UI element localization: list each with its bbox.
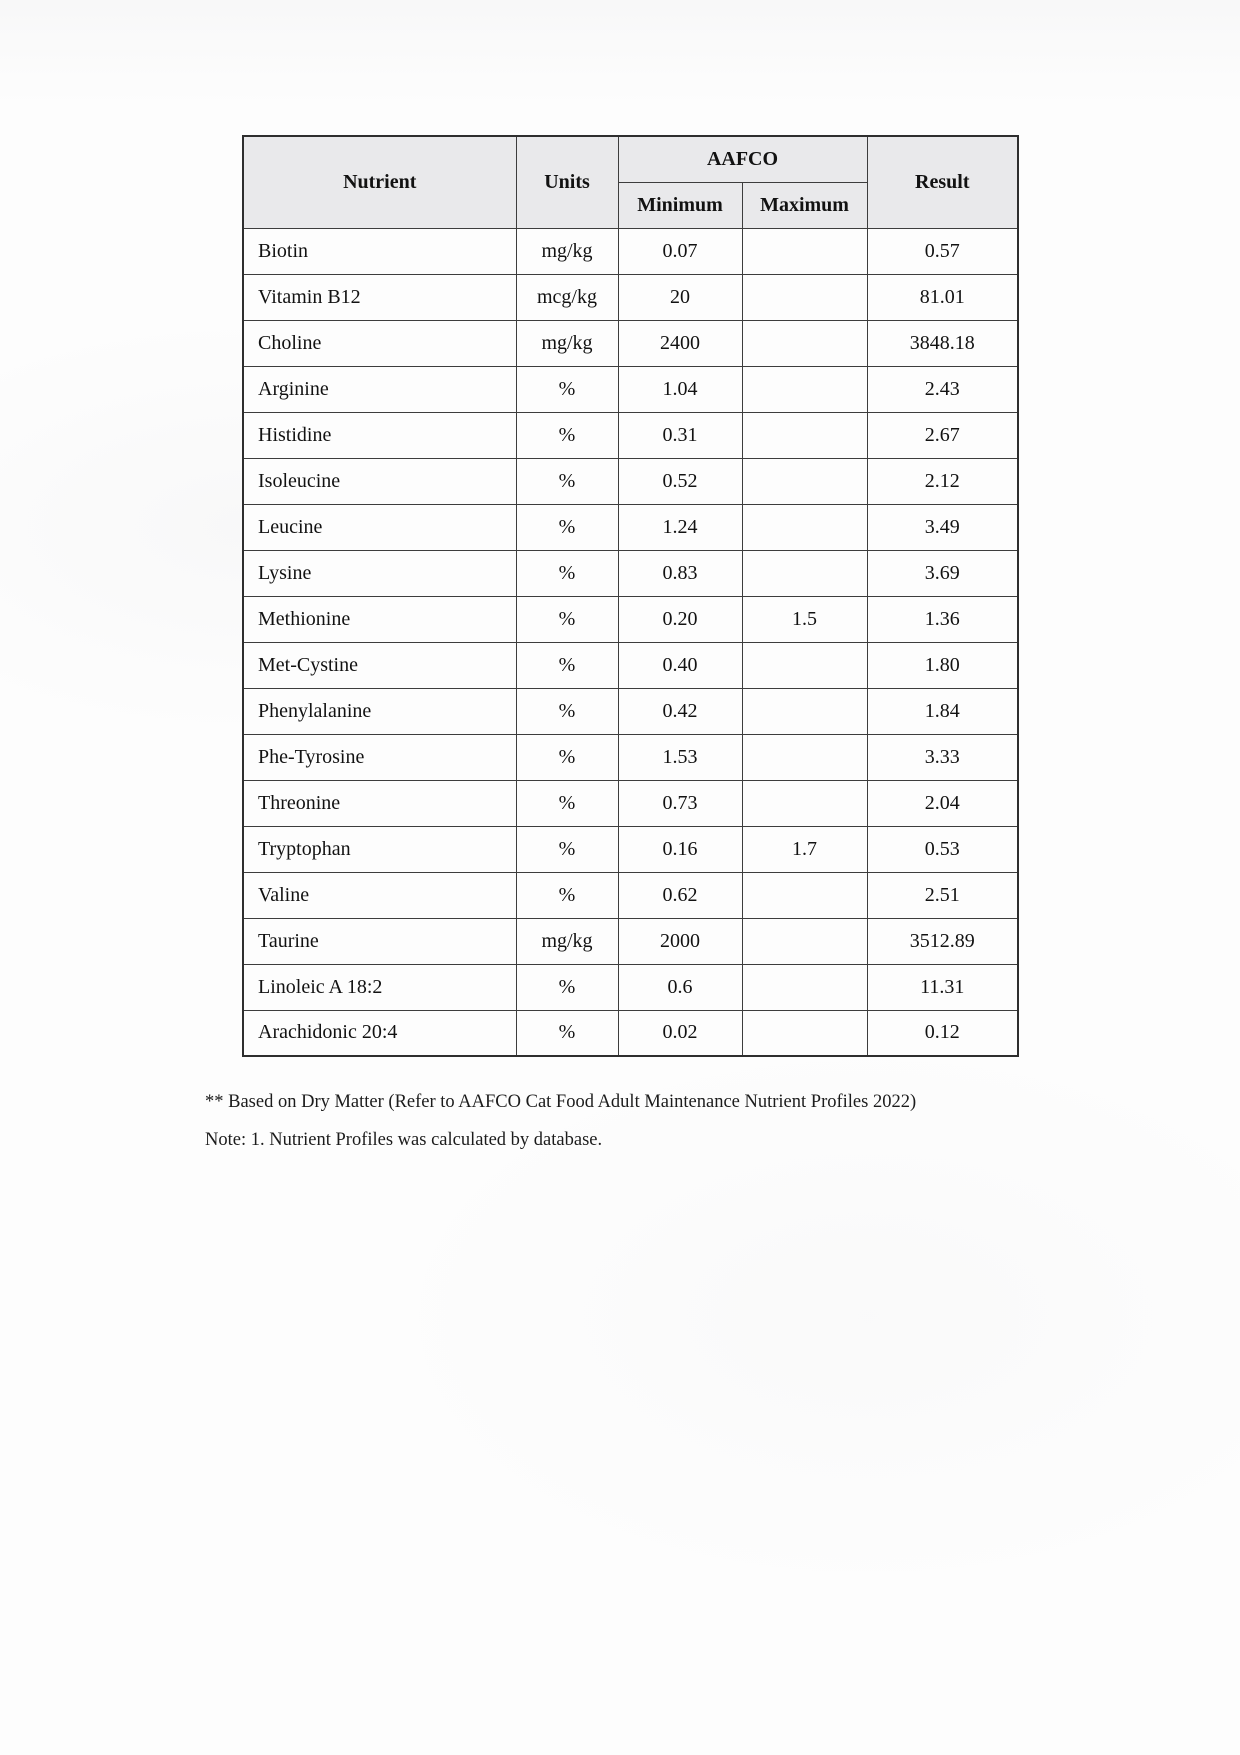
table-row [243, 458, 1018, 504]
units-cell: % [516, 872, 618, 918]
header-units: Units [516, 136, 618, 228]
units-cell: mcg/kg [516, 274, 618, 320]
units-cell: % [516, 1010, 618, 1056]
nutrient-cell: Leucine [243, 504, 516, 550]
maximum-cell: 1.5 [742, 596, 867, 642]
footnote-note: Note: 1. Nutrient Profiles was calculated by database. [205, 1130, 603, 1150]
result-cell: 2.51 [867, 872, 1018, 918]
units-cell: % [516, 688, 618, 734]
maximum-cell [742, 872, 867, 918]
maximum-cell [742, 228, 867, 274]
table-row [243, 918, 1018, 964]
table-row [243, 688, 1018, 734]
nutrient-cell: Choline [243, 320, 516, 366]
footnote-dry-matter: ** Based on Dry Matter (Refer to AAFCO Cat Food Adult Maintenance Nutrient Profiles 2022) [205, 1092, 917, 1112]
nutrient-cell: Isoleucine [243, 458, 516, 504]
minimum-cell: 0.16 [618, 826, 742, 872]
minimum-cell: 0.6 [618, 964, 742, 1010]
maximum-cell [742, 550, 867, 596]
units-cell: % [516, 366, 618, 412]
nutrient-cell: Met-Cystine [243, 642, 516, 688]
table-row [243, 826, 1018, 872]
result-cell: 3.33 [867, 734, 1018, 780]
nutrient-cell: Vitamin B12 [243, 274, 516, 320]
table-row [243, 320, 1018, 366]
result-cell: 3512.89 [867, 918, 1018, 964]
minimum-cell: 1.24 [618, 504, 742, 550]
units-cell: % [516, 504, 618, 550]
minimum-cell: 0.62 [618, 872, 742, 918]
table-row [243, 780, 1018, 826]
nutrient-cell: Arachidonic 20:4 [243, 1010, 516, 1056]
result-cell: 2.04 [867, 780, 1018, 826]
minimum-cell: 1.04 [618, 366, 742, 412]
maximum-cell [742, 504, 867, 550]
minimum-cell: 0.52 [618, 458, 742, 504]
header-aafco: AAFCO [618, 136, 867, 182]
result-cell: 1.80 [867, 642, 1018, 688]
maximum-cell [742, 734, 867, 780]
table-row [243, 550, 1018, 596]
result-cell: 1.36 [867, 596, 1018, 642]
maximum-cell [742, 274, 867, 320]
minimum-cell: 2400 [618, 320, 742, 366]
minimum-cell: 2000 [618, 918, 742, 964]
table-row [243, 412, 1018, 458]
minimum-cell: 20 [618, 274, 742, 320]
nutrient-cell: Taurine [243, 918, 516, 964]
nutrient-cell: Tryptophan [243, 826, 516, 872]
maximum-cell [742, 780, 867, 826]
result-cell: 2.43 [867, 366, 1018, 412]
minimum-cell: 0.02 [618, 1010, 742, 1056]
table-row [243, 596, 1018, 642]
maximum-cell [742, 964, 867, 1010]
footnotes [205, 1092, 916, 1151]
table-row [243, 642, 1018, 688]
minimum-cell: 1.53 [618, 734, 742, 780]
nutrient-cell: Lysine [243, 550, 516, 596]
units-cell: mg/kg [516, 320, 618, 366]
nutrient-cell: Threonine [243, 780, 516, 826]
units-cell: % [516, 734, 618, 780]
table-row [243, 504, 1018, 550]
maximum-cell [742, 412, 867, 458]
result-cell: 0.53 [867, 826, 1018, 872]
header-maximum: Maximum [742, 182, 867, 228]
table-row [243, 274, 1018, 320]
result-cell: 3.69 [867, 550, 1018, 596]
units-cell: % [516, 964, 618, 1010]
result-cell: 3.49 [867, 504, 1018, 550]
minimum-cell: 0.31 [618, 412, 742, 458]
result-cell: 2.12 [867, 458, 1018, 504]
table-row [243, 872, 1018, 918]
result-cell: 0.12 [867, 1010, 1018, 1056]
maximum-cell [742, 1010, 867, 1056]
minimum-cell: 0.40 [618, 642, 742, 688]
header-row-top [243, 136, 1018, 182]
result-cell: 81.01 [867, 274, 1018, 320]
nutrient-cell: Biotin [243, 228, 516, 274]
table-header [243, 136, 1018, 228]
maximum-cell [742, 458, 867, 504]
minimum-cell: 0.20 [618, 596, 742, 642]
header-result: Result [867, 136, 1018, 228]
maximum-cell: 1.7 [742, 826, 867, 872]
maximum-cell [742, 366, 867, 412]
nutrient-cell: Methionine [243, 596, 516, 642]
units-cell: % [516, 458, 618, 504]
minimum-cell: 0.83 [618, 550, 742, 596]
units-cell: % [516, 826, 618, 872]
units-cell: % [516, 412, 618, 458]
units-cell: % [516, 596, 618, 642]
nutrient-cell: Phenylalanine [243, 688, 516, 734]
table-row [243, 964, 1018, 1010]
minimum-cell: 0.07 [618, 228, 742, 274]
units-cell: mg/kg [516, 228, 618, 274]
header-minimum: Minimum [618, 182, 742, 228]
units-cell: % [516, 642, 618, 688]
minimum-cell: 0.73 [618, 780, 742, 826]
nutrient-cell: Linoleic A 18:2 [243, 964, 516, 1010]
table-row [243, 366, 1018, 412]
nutrient-cell: Valine [243, 872, 516, 918]
nutrient-cell: Arginine [243, 366, 516, 412]
result-cell: 3848.18 [867, 320, 1018, 366]
units-cell: % [516, 780, 618, 826]
maximum-cell [742, 320, 867, 366]
nutrient-cell: Histidine [243, 412, 516, 458]
result-cell: 0.57 [867, 228, 1018, 274]
maximum-cell [742, 688, 867, 734]
header-nutrient: Nutrient [243, 136, 516, 228]
table-body [243, 228, 1018, 1056]
nutrient-cell: Phe-Tyrosine [243, 734, 516, 780]
table-row [243, 734, 1018, 780]
minimum-cell: 0.42 [618, 688, 742, 734]
table-row [243, 1010, 1018, 1056]
maximum-cell [742, 918, 867, 964]
units-cell: mg/kg [516, 918, 618, 964]
result-cell: 2.67 [867, 412, 1018, 458]
table-row [243, 228, 1018, 274]
result-cell: 1.84 [867, 688, 1018, 734]
units-cell: % [516, 550, 618, 596]
nutrient-analysis-table [242, 135, 1019, 1057]
maximum-cell [742, 642, 867, 688]
result-cell: 11.31 [867, 964, 1018, 1010]
